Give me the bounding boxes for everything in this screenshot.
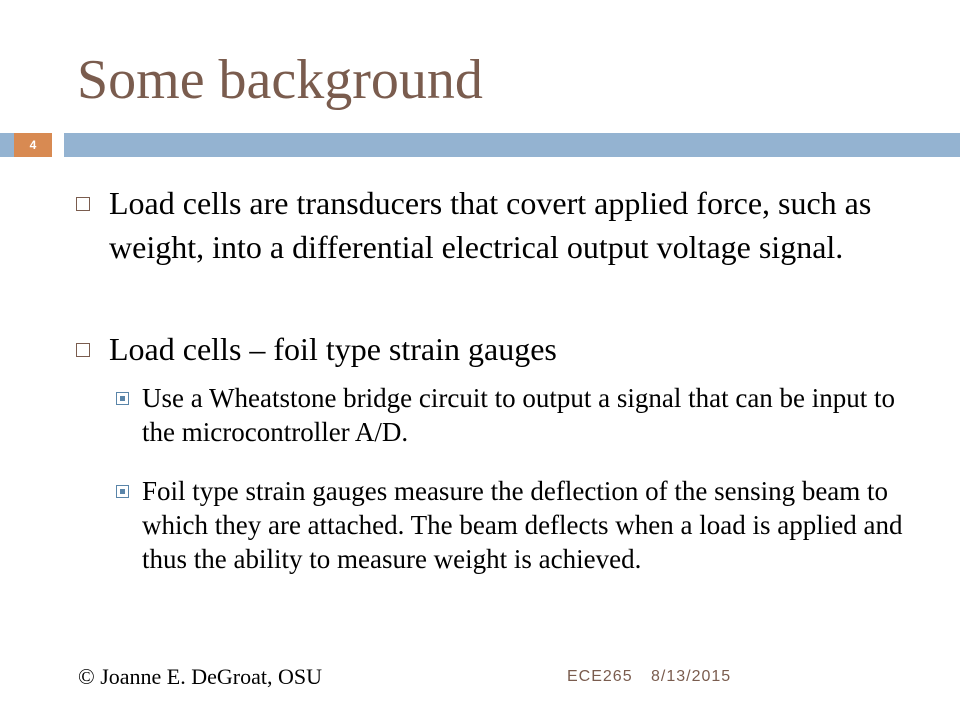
- slide-number-badge: 4: [14, 133, 52, 157]
- filled-square-bullet-icon: [116, 392, 129, 405]
- hollow-square-bullet-icon: [76, 197, 90, 211]
- hollow-square-bullet-icon: [76, 343, 90, 357]
- sub-bullet-text: Use a Wheatstone bridge circuit to output a signal that can be input to the microcontroller A/D.: [142, 383, 896, 447]
- footer-copyright: © Joanne E. DeGroat, OSU: [78, 664, 322, 689]
- bullet-text: Load cells – foil type strain gauges: [109, 331, 557, 367]
- footer-date: 8/13/2015: [651, 668, 732, 685]
- sub-bullet-text: Foil type strain gauges measure the deflection of the sensing beam to which they are attached. The beam deflects when a load is applied and thus the ability to measure weight is achieved.: [142, 476, 903, 574]
- slide-title: Some background: [77, 49, 483, 111]
- bullet-text: Load cells are transducers that covert applied force, such as weight, into a differential electrical output voltage signal.: [109, 185, 872, 265]
- filled-square-bullet-icon: [116, 485, 129, 498]
- footer-course: ECE265: [567, 668, 633, 685]
